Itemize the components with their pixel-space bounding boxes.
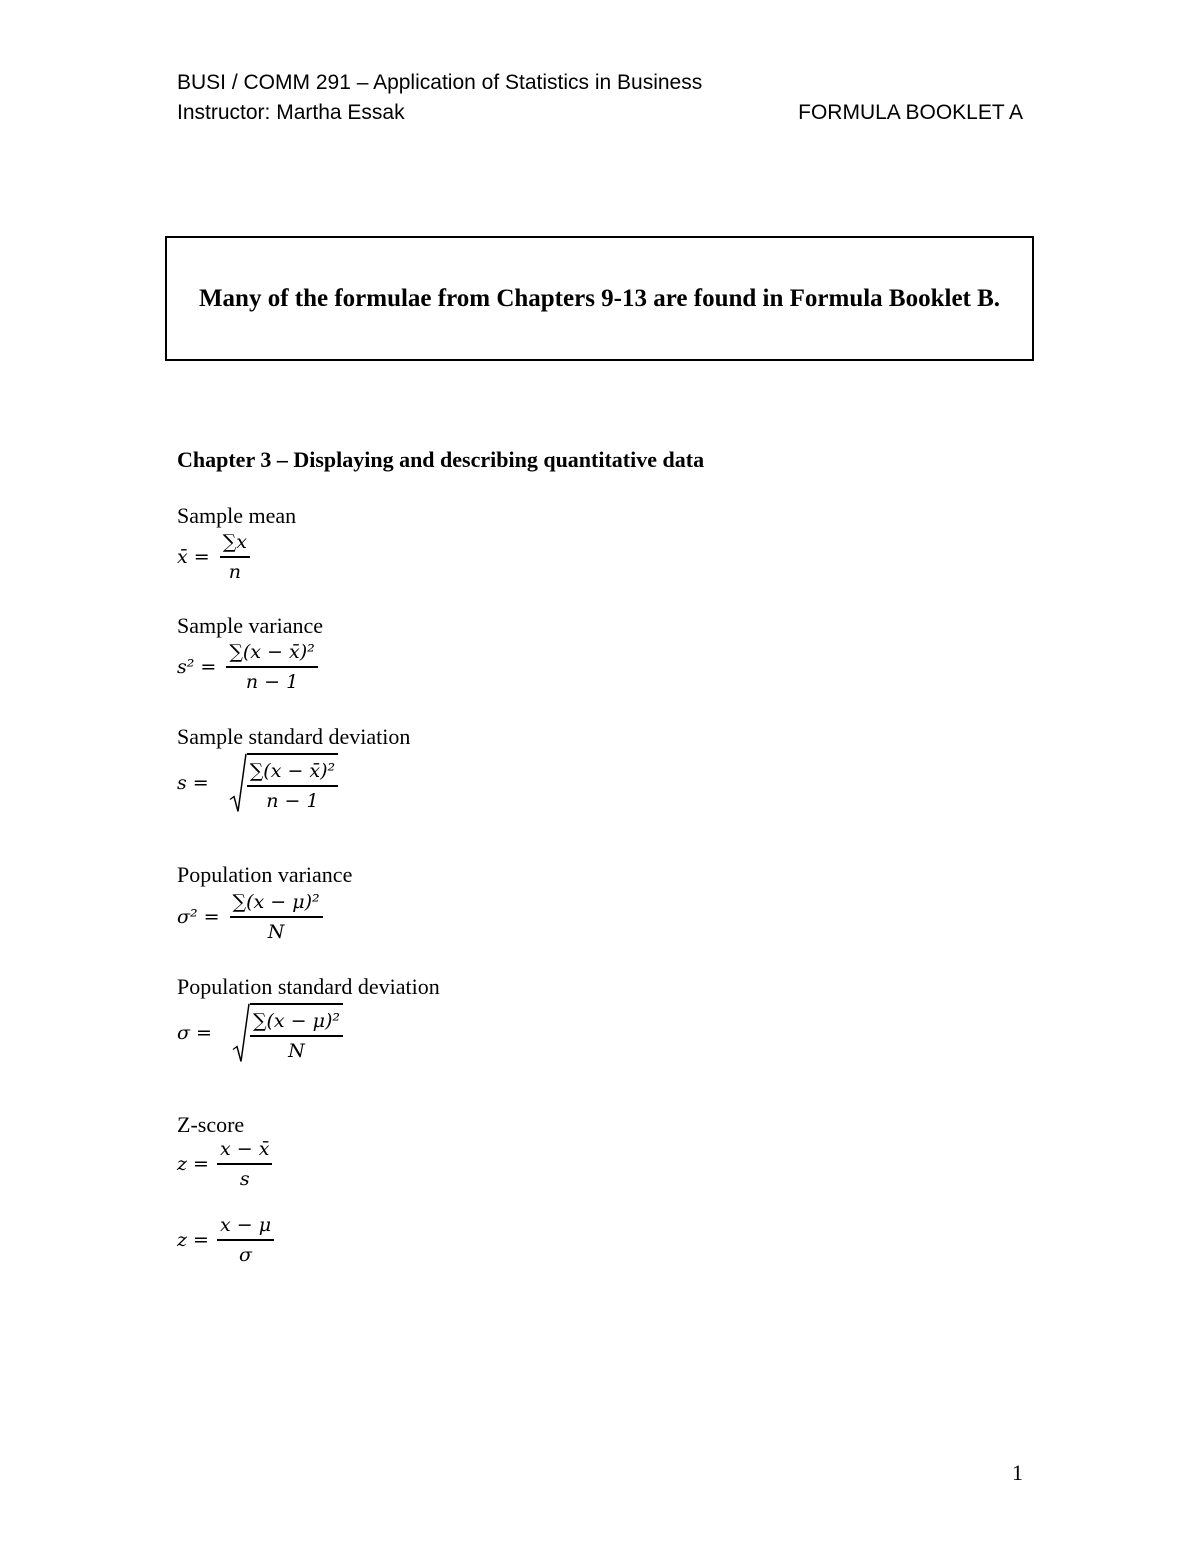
notice-text: Many of the formulae from Chapters 9-13 are found in Formula Booklet B. bbox=[198, 284, 1001, 312]
sample-sd-fraction bbox=[247, 759, 338, 813]
page-number: 1 bbox=[1012, 1460, 1023, 1485]
sample-sd-label: Sample standard deviation bbox=[177, 724, 411, 749]
population-sd-denominator: N bbox=[288, 1040, 305, 1062]
z-score-sample-lhs: z = bbox=[177, 1153, 209, 1175]
chapter-title: Chapter 3 – Displaying and describing quantitative data bbox=[177, 447, 705, 472]
sample-variance-formula bbox=[177, 640, 318, 694]
course-title: BUSI / COMM 291 – Application of Statistics in Business bbox=[177, 71, 703, 94]
z-score-sample-numerator: x − x̄ bbox=[217, 1137, 272, 1165]
population-sd-sqrt bbox=[232, 1003, 343, 1063]
instructor-name: Instructor: Martha Essak bbox=[177, 101, 405, 124]
square-root-icon bbox=[229, 753, 247, 813]
population-sd-formula bbox=[177, 1003, 343, 1063]
sample-variance-fraction bbox=[226, 640, 317, 694]
population-variance-label: Population variance bbox=[177, 862, 353, 887]
notice-box bbox=[165, 236, 1034, 361]
z-score-population-numerator: x − μ bbox=[217, 1213, 274, 1241]
sample-mean-numerator: ∑x bbox=[220, 530, 250, 558]
z-score-population-lhs: z = bbox=[177, 1229, 209, 1251]
z-score-population-denominator: σ bbox=[239, 1244, 252, 1266]
z-score-population-formula bbox=[177, 1213, 274, 1267]
booklet-title: FORMULA BOOKLET A bbox=[798, 101, 1023, 124]
population-sd-numerator: ∑(x − μ)² bbox=[250, 1009, 343, 1037]
population-sd-lhs: σ = bbox=[177, 1022, 212, 1044]
population-variance-numerator: ∑(x − μ)² bbox=[230, 890, 323, 918]
z-score-label: Z-score bbox=[177, 1112, 245, 1137]
z-score-population-fraction bbox=[217, 1213, 274, 1267]
sample-sd-sqrt bbox=[229, 753, 338, 813]
sample-mean-fraction bbox=[220, 530, 250, 584]
sample-mean-label: Sample mean bbox=[177, 503, 297, 528]
sample-mean-lhs: x̄ = bbox=[177, 546, 210, 568]
sample-variance-numerator: ∑(x − x̄)² bbox=[226, 640, 317, 668]
sample-sd-denominator: n − 1 bbox=[266, 790, 319, 812]
square-root-icon bbox=[232, 1003, 250, 1063]
sample-variance-denominator: n − 1 bbox=[245, 671, 299, 693]
sample-sd-lhs: s = bbox=[177, 772, 209, 794]
z-score-sample-fraction bbox=[217, 1137, 272, 1191]
z-score-sample-formula bbox=[177, 1137, 272, 1191]
population-variance-fraction bbox=[230, 890, 323, 944]
sample-mean-formula bbox=[177, 530, 250, 584]
sample-variance-lhs: s² = bbox=[177, 656, 217, 678]
population-variance-lhs: σ² = bbox=[177, 906, 220, 928]
population-sd-fraction bbox=[250, 1009, 343, 1063]
population-variance-denominator: N bbox=[267, 921, 285, 943]
population-sd-label: Population standard deviation bbox=[177, 974, 440, 999]
z-score-sample-denominator: s bbox=[239, 1168, 250, 1190]
sample-sd-formula bbox=[177, 753, 338, 813]
sample-sd-numerator: ∑(x − x̄)² bbox=[247, 759, 338, 787]
sample-mean-denominator: n bbox=[228, 561, 241, 583]
sample-variance-label: Sample variance bbox=[177, 613, 323, 638]
population-variance-formula bbox=[177, 890, 323, 944]
